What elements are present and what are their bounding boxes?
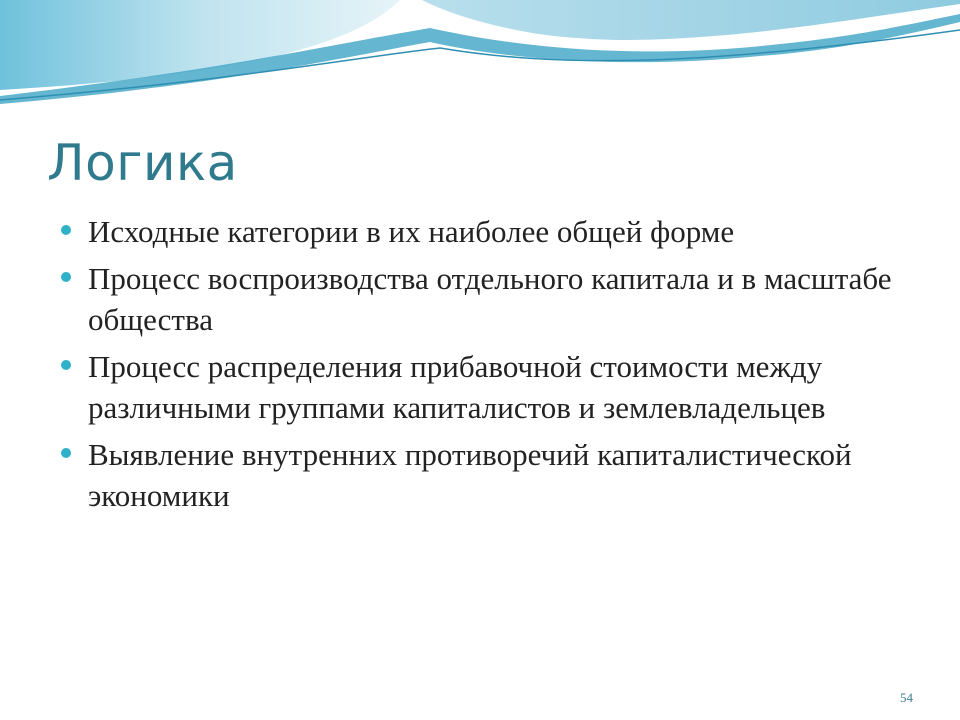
bullet-dot-icon (61, 225, 71, 235)
bullet-dot-icon (61, 360, 71, 370)
bullet-item (60, 346, 910, 428)
bullet-item (60, 258, 910, 340)
bullet-dot-icon (61, 448, 71, 458)
page-number: 54 (900, 690, 913, 705)
bullet-list (60, 211, 910, 522)
bullet-text: Выявление внутренних противоречий капиталистической экономики (88, 437, 852, 513)
bullet-text: Процесс распределения прибавочной стоимости между различными группами капиталистов и землевладельцев (88, 349, 826, 425)
wave-header-decoration (0, 0, 960, 110)
bullet-text: Процесс воспроизводства отдельного капитала и в масштабе общества (88, 261, 892, 337)
bullet-text: Исходные категории в их наиболее общей форме (88, 214, 735, 249)
bullet-item (60, 434, 910, 516)
slide-title: Логика (47, 134, 238, 192)
bullet-dot-icon (61, 272, 71, 282)
bullet-item (60, 211, 910, 252)
